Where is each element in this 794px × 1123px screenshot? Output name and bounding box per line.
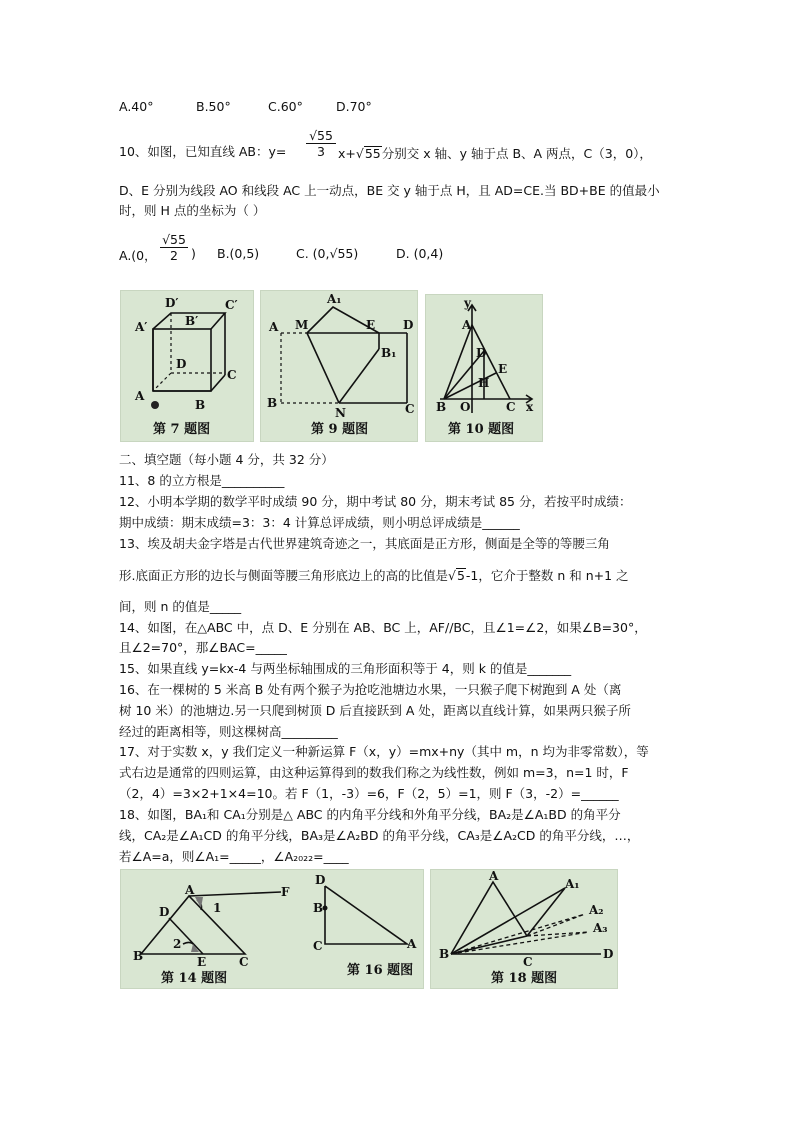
q10-line-1 bbox=[119, 144, 286, 160]
q16-line-3: 经过的距离相等，则这棵树高_________ bbox=[119, 724, 338, 739]
q10-line-2: D、E 分别为线段 AO 和线段 AC 上一动点，BE 交 y 轴于点 H，且 AD=CE.当 BD+BE 的值最小 bbox=[119, 183, 660, 198]
figure-7-cube bbox=[120, 290, 254, 442]
fig18-label-a: A bbox=[489, 870, 499, 883]
q9-option-c: C.60° bbox=[268, 99, 303, 114]
fig7-label-a-prime: A′ bbox=[135, 320, 148, 334]
fig9-label-c: C bbox=[405, 402, 415, 416]
q14-line-2: 且∠2=70°，那∠BAC=_____ bbox=[119, 640, 287, 655]
fig10-label-x: x bbox=[526, 400, 534, 414]
fig16-label-c: C bbox=[313, 939, 323, 953]
q10-option-a-den: 2 bbox=[170, 248, 178, 263]
fig9-label-n: N bbox=[335, 406, 346, 420]
fig14-label-c: C bbox=[239, 955, 249, 969]
q16-line-1: 16、在一棵树的 5 米高 B 处有两个猴子为抢吃池塘边水果，一只猴子爬下树跑到 A 处（离 bbox=[119, 682, 622, 697]
q13-text-pre: 形.底面正方形的边长与侧面等腰三角形底边上的高的比值是 bbox=[119, 568, 448, 583]
q10-frac-den: 3 bbox=[317, 144, 325, 159]
q13-text-post: -1，它介于整数 n 和 n+1 之 bbox=[465, 568, 629, 583]
fig18-label-c: C bbox=[523, 955, 533, 969]
fig18-label-a3: A₃ bbox=[593, 921, 608, 935]
fig14-label-a: A bbox=[185, 883, 195, 897]
fig18-label-b: B bbox=[439, 947, 450, 961]
figure-18-caption: 第 18 题图 bbox=[491, 971, 558, 986]
fig7-label-c-prime: C′ bbox=[225, 298, 238, 312]
figure-7-caption: 第 7 题图 bbox=[153, 422, 211, 437]
fig10-label-e: E bbox=[498, 362, 508, 376]
figure-10-svg bbox=[426, 295, 542, 441]
q18-line-3: 若∠A=a，则∠A₁=_____，∠A₂₀₂₂=____ bbox=[119, 849, 349, 864]
figure-10-caption: 第 10 题图 bbox=[448, 422, 515, 437]
q12-line-1: 12、小明本学期的数学平时成绩 90 分，期中考试 80 分，期末考试 85 分，若按平时成绩： bbox=[119, 494, 632, 509]
q17-line-1: 17、对于实数 x，y 我们定义一种新运算 F（x，y）=mx+ny（其中 m，n 均为非零常数），等 bbox=[119, 744, 649, 759]
fig14-label-1: 1 bbox=[213, 901, 222, 915]
fig9-label-a: A bbox=[269, 320, 279, 334]
q10-option-a-pre: A.(0， bbox=[119, 248, 157, 263]
fig7-label-a: A bbox=[135, 389, 145, 403]
fig9-label-b1: B₁ bbox=[381, 346, 397, 360]
fig18-label-a2: A₂ bbox=[589, 903, 604, 917]
q10-text-post: 分别交 x 轴、y 轴于点 B、A 两点，C（3，0）， bbox=[381, 146, 652, 161]
fig9-label-e: E bbox=[366, 318, 376, 332]
fig9-label-b: B bbox=[267, 396, 278, 410]
figure-18 bbox=[430, 869, 618, 989]
q17-line-2: 式右边是通常的四则运算，由这种运算得到的数我们称之为线性数，例如 m=3，n=1 时，F bbox=[119, 765, 629, 780]
fig10-label-o: O bbox=[460, 400, 471, 414]
q9-option-b: B.50° bbox=[196, 99, 231, 114]
figure-18-svg bbox=[431, 870, 617, 988]
fig10-label-h: H bbox=[478, 376, 490, 390]
fig7-label-d-prime: D′ bbox=[165, 296, 179, 310]
q9-option-d: D.70° bbox=[336, 99, 372, 114]
fig14-label-2: 2 bbox=[173, 937, 182, 951]
section-2-title: 二、填空题（每小题 4 分，共 32 分） bbox=[119, 452, 334, 467]
q11: 11、8 的立方根是__________ bbox=[119, 473, 285, 488]
fig14-label-d: D bbox=[159, 905, 170, 919]
fig14-label-e: E bbox=[197, 955, 207, 969]
q18-line-1: 18、如图，BA₁和 CA₁分别是△ ABC 的内角平分线和外角平分线，BA₂是∠A₁BD 的角平分 bbox=[119, 807, 621, 822]
figure-9-caption: 第 9 题图 bbox=[311, 422, 369, 437]
q10-option-a-post: ) bbox=[191, 246, 196, 261]
figure-10-coordinate bbox=[425, 294, 543, 442]
q13-line-3: 间，则 n 的值是_____ bbox=[119, 599, 242, 614]
figure-9-svg bbox=[261, 291, 417, 441]
fig16-label-d: D bbox=[315, 873, 326, 887]
q17-line-3: （2，4）=3×2+1×4=10。若 F（1，-3）=6，F（2，5）=1，则 F（3，-2）=______ bbox=[119, 786, 619, 801]
q10-text-pre: 10、如图，已知直线 AB：y= bbox=[119, 144, 287, 159]
figure-14-16 bbox=[120, 869, 424, 989]
fig9-label-d: D bbox=[403, 318, 414, 332]
q13-line-2 bbox=[119, 568, 629, 584]
fig16-label-b: B bbox=[313, 901, 324, 915]
q10-option-b: B.(0,5) bbox=[217, 246, 260, 261]
fig18-label-d: D bbox=[603, 947, 614, 961]
q10-sqrt-value: 55 bbox=[364, 146, 381, 161]
fig7-label-d: D bbox=[176, 357, 187, 371]
q10-line-1-rest bbox=[338, 144, 652, 162]
q10-fraction bbox=[306, 128, 336, 159]
q12-line-2: 期中成绩：期末成绩=3：3：4 计算总评成绩，则小明总评成绩是______ bbox=[119, 515, 520, 530]
q9-option-a: A.40° bbox=[119, 99, 154, 114]
fig9-label-m: M bbox=[295, 318, 309, 332]
q10-line-3: 时，则 H 点的坐标为（ ） bbox=[119, 203, 266, 218]
fig16-label-a: A bbox=[407, 937, 417, 951]
q13-sqrt-sign: √ bbox=[447, 568, 456, 583]
fig7-label-b-prime: B′ bbox=[185, 314, 199, 328]
fig7-label-b: B bbox=[195, 398, 206, 412]
q15: 15、如果直线 y=kx-4 与两坐标轴围成的三角形面积等于 4，则 k 的值是_______ bbox=[119, 661, 572, 676]
q13-sqrt-value: 5 bbox=[456, 568, 465, 583]
q10-frac-num: √55 bbox=[306, 128, 336, 144]
q10-option-c-sqrt: √55 bbox=[329, 246, 354, 261]
q10-option-a-num: √55 bbox=[160, 232, 188, 248]
fig7-label-c: C bbox=[227, 368, 237, 382]
figure-9-fold bbox=[260, 290, 418, 442]
fig14-label-b: B bbox=[133, 949, 144, 963]
q10-option-c-pre: C. (0, bbox=[296, 246, 330, 261]
fig10-label-y: y bbox=[464, 296, 471, 310]
q10-sqrt-sign: √ bbox=[355, 146, 364, 161]
q16-line-2: 树 10 米）的池塘边.另一只爬到树顶 D 后直接跃到 A 处，距离以直线计算，如果两只猴子所 bbox=[119, 703, 631, 718]
q10-text-mid: x+ bbox=[338, 146, 356, 161]
fig14-label-f: F bbox=[281, 885, 290, 899]
fig10-label-b: B bbox=[436, 400, 447, 414]
fig10-label-d: D bbox=[476, 346, 487, 360]
q13-line-1: 13、埃及胡夫金字塔是古代世界建筑奇迹之一，其底面是正方形，侧面是全等的等腰三角 bbox=[119, 536, 610, 551]
q10-option-d: D. (0,4) bbox=[396, 246, 444, 261]
figure-7-ant-icon bbox=[151, 401, 159, 409]
q14-line-1: 14、如图，在△ABC 中，点 D、E 分别在 AB、BC 上，AF//BC，且∠1=∠2，如果∠B=30°， bbox=[119, 620, 647, 635]
figure-14-16-svg bbox=[121, 870, 423, 988]
q18-line-2: 线，CA₂是∠A₁CD 的角平分线，BA₃是∠A₂BD 的角平分线，CA₃是∠A₂CD 的角平分线，…， bbox=[119, 828, 640, 843]
figure-16-caption: 第 16 题图 bbox=[347, 963, 414, 978]
fig18-label-a1: A₁ bbox=[565, 877, 580, 891]
q10-option-c bbox=[296, 246, 358, 261]
fig10-label-c: C bbox=[506, 400, 516, 414]
fig9-label-a1: A₁ bbox=[327, 292, 342, 306]
fig10-label-a: A bbox=[462, 318, 472, 332]
q10-option-c-post: ) bbox=[353, 246, 359, 261]
figure-7-svg bbox=[121, 291, 253, 441]
figure-14-caption: 第 14 题图 bbox=[161, 971, 228, 986]
q10-option-a-fraction bbox=[160, 232, 188, 263]
